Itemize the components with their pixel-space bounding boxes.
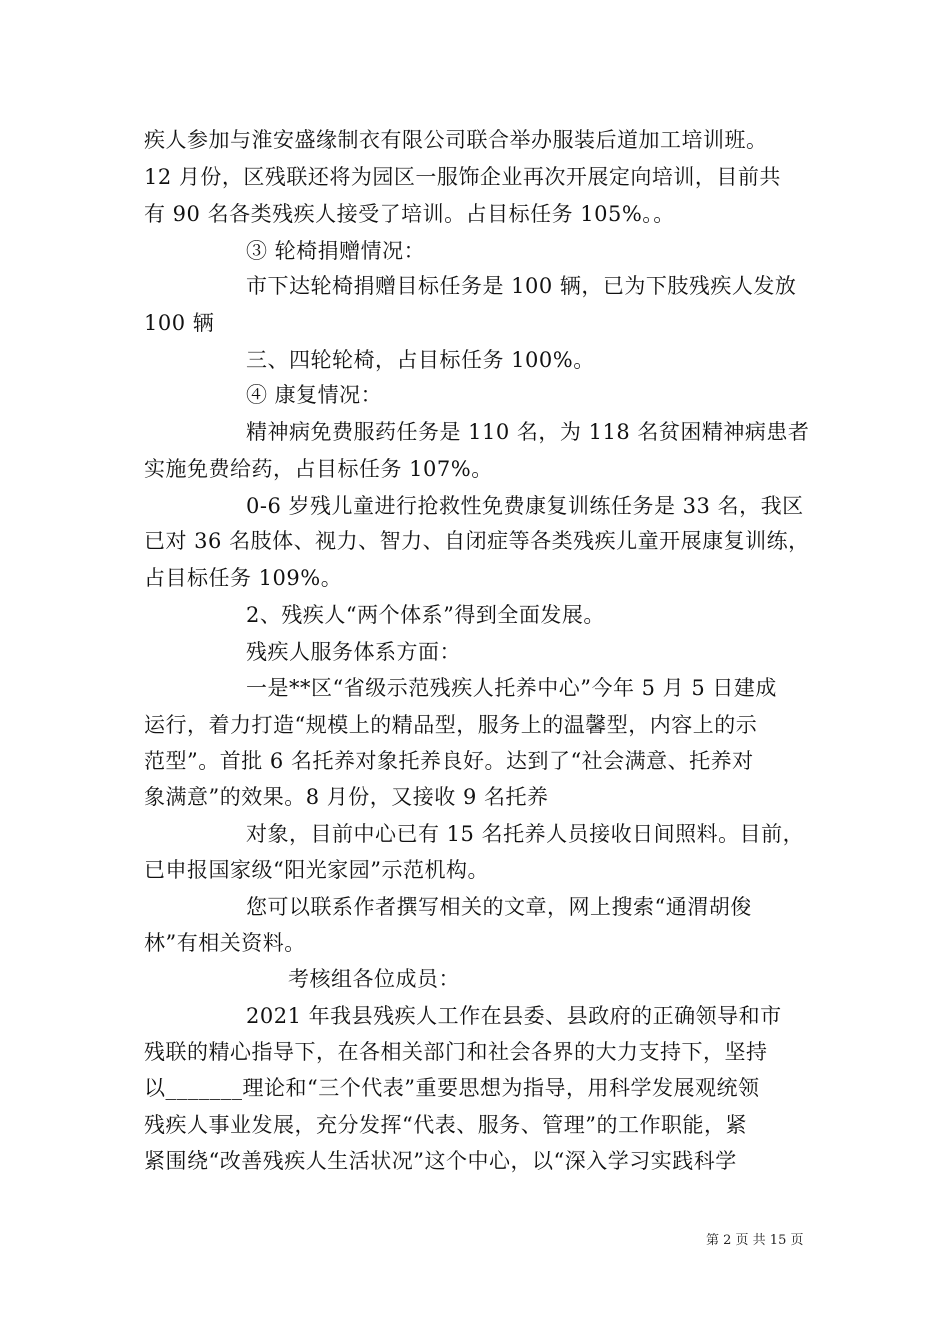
text-line-17: 运行，着力打造“规模上的精品型，服务上的温馨型，内容上的示 (144, 713, 758, 737)
text-line-24: 考核组各位成员： (288, 967, 460, 991)
text-line-13: 占目标任务 109%。 (144, 566, 343, 590)
text-line-18: 范型”。首批 6 名托养对象托养良好。达到了“社会满意、托养对 (144, 749, 754, 773)
text-line-14: 2、残疾人“两个体系”得到全面发展。 (246, 603, 605, 627)
text-line-3: 有 90 名各类残疾人接受了培训。占目标任务 105%。。 (144, 202, 675, 226)
text-line-19: 象满意”的效果。8 月份，又接收 9 名托养 (144, 785, 549, 809)
text-line-6: 100 辆 (144, 311, 215, 335)
page-number-footer: 第 2 页 共 15 页 (706, 1233, 804, 1248)
text-line-23: 林”有相关资料。 (144, 931, 306, 955)
text-line-11: 0-6 岁残儿童进行抢救性免费康复训练任务是 33 名，我区 (246, 494, 804, 518)
text-line-15: 残疾人服务体系方面： (246, 640, 461, 664)
text-line-27: 以_______理论和“三个代表”重要思想为指导，用科学发展观统领 (144, 1076, 760, 1100)
text-line-7: 三、四轮轮椅，占目标任务 100%。 (246, 348, 595, 372)
text-line-10: 实施免费给药，占目标任务 107%。 (144, 457, 493, 481)
text-line-25: 2021 年我县残疾人工作在县委、县政府的正确领导和市 (246, 1004, 782, 1028)
text-line-28: 残疾人事业发展，充分发挥“代表、服务、管理”的工作职能，紧 (144, 1113, 747, 1137)
text-line-21: 已申报国家级“阳光家园”示范机构。 (144, 858, 489, 882)
text-line-20: 对象，目前中心已有 15 名托养人员接收日间照料。目前， (246, 822, 805, 846)
text-line-26: 残联的精心指导下，在各相关部门和社会各界的大力支持下，坚持 (144, 1040, 768, 1064)
text-line-1: 疾人参加与淮安盛缘制衣有限公司联合举办服装后道加工培训班。 (144, 128, 768, 152)
text-line-29: 紧围绕“改善残疾人生活状况”这个中心，以“深入学习实践科学 (144, 1149, 737, 1173)
text-line-2: 12 月份，区残联还将为园区一服饰企业再次开展定向培训，目前共 (144, 165, 781, 189)
text-line-8: ④ 康复情况： (246, 383, 383, 407)
text-line-4: ③ 轮椅捐赠情况： (246, 239, 426, 263)
text-line-5: 市下达轮椅捐赠目标任务是 100 辆，已为下肢残疾人发放 (246, 274, 797, 298)
text-line-22: 您可以联系作者撰写相关的文章，网上搜索“通渭胡俊 (246, 895, 752, 919)
text-line-16: 一是**区“省级示范残疾人托养中心”今年 5 月 5 日建成 (246, 676, 777, 700)
text-line-9: 精神病免费服药任务是 110 名，为 118 名贫困精神病患者 (246, 420, 810, 444)
text-line-12: 已对 36 名肢体、视力、智力、自闭症等各类残疾儿童开展康复训练， (144, 529, 810, 553)
